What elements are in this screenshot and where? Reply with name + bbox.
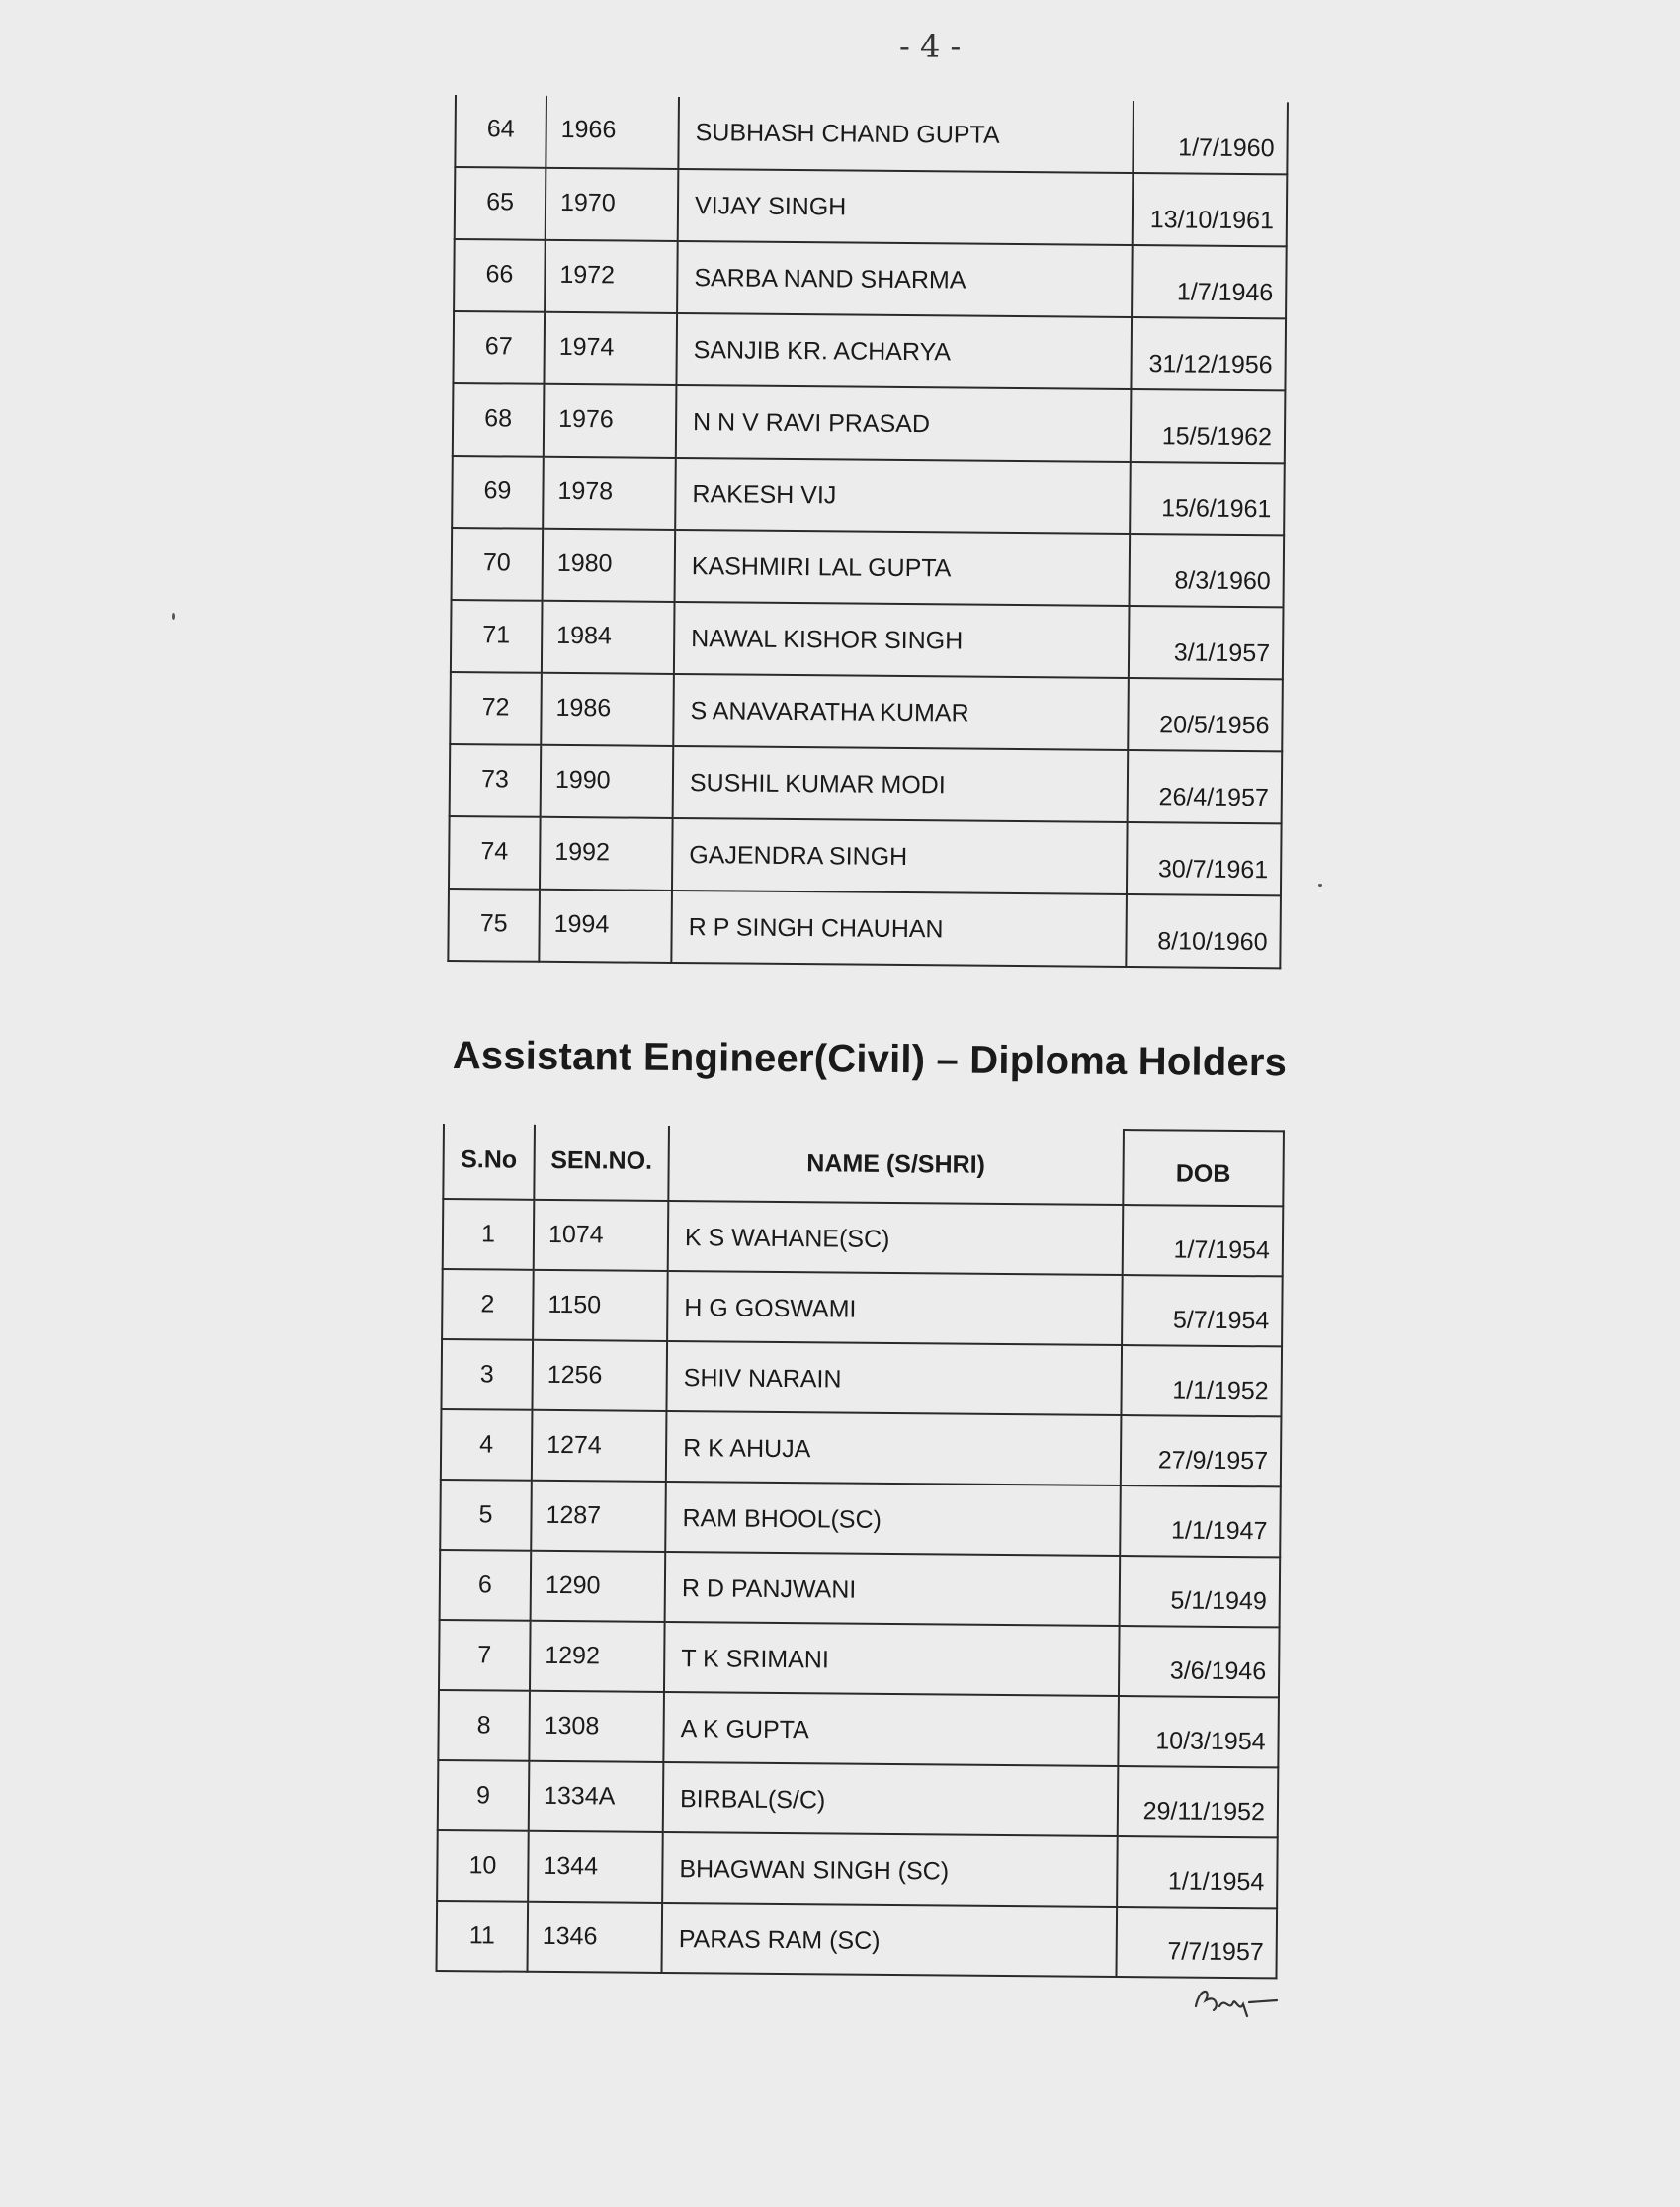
cell-dob: 15/6/1961 [1130,462,1285,535]
cell-name: VIJAY SINGH [678,169,1134,245]
cell-sno: 70 [452,528,544,601]
cell-name: SUSHIL KUMAR MODI [673,746,1129,822]
cell-sen-no: 1308 [529,1691,664,1762]
cell-dob: 1/1/1954 [1117,1836,1278,1908]
cell-dob: 7/7/1957 [1116,1907,1277,1978]
cell-sno: 72 [450,672,542,745]
cell-sen-no: 1992 [540,817,673,891]
cell-sno: 11 [437,1901,529,1972]
cell-dob: 20/5/1956 [1128,678,1283,751]
cell-sen-no: 1287 [531,1481,666,1552]
cell-dob: 5/1/1949 [1120,1556,1281,1627]
cell-sen-no: 1256 [532,1340,667,1411]
cell-dob: 5/7/1954 [1122,1275,1283,1346]
cell-sno: 6 [440,1550,532,1621]
table-row [452,456,1285,535]
cell-sen-no: 1292 [530,1621,665,1692]
cell-sen-no: 1966 [546,96,679,169]
signature-mark [1186,1977,1285,2026]
cell-sno: 2 [442,1269,534,1340]
cell-sen-no: 1976 [544,384,677,458]
cell-sno: 4 [441,1409,533,1481]
cell-name: H G GOSWAMI [667,1271,1123,1345]
cell-sno: 73 [450,744,542,817]
cell-sen-no: 1150 [533,1270,668,1341]
scan-speck [1318,884,1322,887]
cell-sno: 69 [452,456,544,529]
cell-sno: 75 [448,889,540,962]
cell-sen-no: 1972 [545,240,678,313]
cell-name: KASHMIRI LAL GUPTA [675,530,1131,606]
cell-sno: 67 [453,311,545,384]
cell-name: GAJENDRA SINGH [672,818,1128,894]
cell-sen-no: 1978 [543,457,676,530]
cell-sno: 66 [454,239,546,312]
cell-name: RAKESH VIJ [675,458,1131,534]
cell-sno: 68 [453,383,545,457]
cell-dob: 27/9/1957 [1121,1415,1282,1486]
cell-dob: 31/12/1956 [1131,317,1286,390]
cell-name: T K SRIMANI [664,1622,1120,1696]
cell-sen-no: 1970 [546,168,679,241]
diploma-holders-table [436,1123,1285,1979]
cell-name: PARAS RAM (SC) [662,1903,1118,1977]
cell-name: SUBHASH CHAND GUPTA [678,97,1134,173]
table-row [440,1480,1281,1557]
cell-sen-no: 1346 [528,1902,663,1973]
cell-name: BIRBAL(S/C) [663,1762,1119,1836]
cell-sen-no: 1290 [531,1551,666,1622]
table-row [452,528,1285,607]
cell-name: NAWAL KISHOR SINGH [674,602,1130,678]
table-row [437,1901,1278,1978]
cell-dob: 30/7/1961 [1127,822,1282,895]
table-row [450,744,1283,823]
table-header-row [443,1124,1284,1206]
cell-dob: 13/10/1961 [1133,173,1288,246]
table-row [441,1409,1282,1486]
table-row [440,1550,1281,1627]
cell-name: SARBA NAND SHARMA [677,241,1133,317]
table-row [443,1199,1284,1276]
cell-dob: 1/7/1946 [1132,245,1287,318]
cell-dob: 8/10/1960 [1126,894,1281,968]
table-row [455,95,1288,174]
page-number: - 4 - [899,28,962,65]
table-row [442,1269,1283,1346]
cell-sno: 65 [455,167,546,240]
cell-name: R D PANJWANI [665,1552,1121,1626]
cell-sen-no: 1334A [529,1761,664,1832]
cell-dob: 1/7/1960 [1133,101,1288,174]
cell-dob: 1/7/1954 [1123,1205,1284,1276]
column-header-name: NAME (S/SHRI) [668,1126,1124,1205]
table-row [437,1830,1278,1908]
cell-name: BHAGWAN SINGH (SC) [662,1832,1118,1907]
cell-name: N N V RAVI PRASAD [676,385,1132,462]
cell-sen-no: 1980 [543,529,676,602]
cell-sno: 9 [438,1760,530,1831]
cell-name: RAM BHOOL(SC) [665,1482,1121,1556]
table-row [438,1690,1279,1767]
table-row [451,600,1284,679]
cell-dob: 3/1/1957 [1129,606,1284,679]
column-header-dob: DOB [1123,1130,1284,1206]
table-row [448,889,1281,968]
table-row [454,239,1287,318]
scan-speck [172,613,175,620]
cell-dob: 10/3/1954 [1118,1696,1279,1767]
cell-name: K S WAHANE(SC) [668,1201,1124,1275]
cell-sen-no: 1274 [532,1410,667,1482]
table-row [453,383,1286,463]
cell-sno: 71 [451,600,543,673]
table-row [450,672,1283,751]
cell-name: S ANAVARATHA KUMAR [673,674,1129,750]
cell-sno: 7 [439,1620,531,1691]
section-heading: Assistant Engineer(Civil) – Diploma Holders [452,1034,1288,1085]
cell-sen-no: 1984 [542,601,675,674]
cell-sno: 64 [455,95,546,168]
cell-sen-no: 1990 [541,745,674,818]
table-row [449,816,1282,895]
cell-name: R K AHUJA [666,1411,1122,1485]
cell-sno: 10 [437,1830,529,1902]
cell-name: R P SINGH CHAUHAN [671,891,1127,967]
cell-sen-no: 1344 [528,1831,663,1903]
cell-dob: 29/11/1952 [1118,1766,1279,1837]
column-header-sno: S.No [443,1124,535,1200]
cell-sno: 5 [440,1480,532,1551]
cell-sno: 74 [449,816,541,890]
cell-sno: 1 [443,1199,535,1270]
cell-name: A K GUPTA [663,1692,1119,1766]
cell-sen-no: 1994 [539,890,672,963]
cell-dob: 15/5/1962 [1131,389,1286,463]
cell-sen-no: 1986 [541,673,674,746]
seniority-table-continued [447,95,1289,969]
cell-dob: 1/1/1947 [1120,1485,1281,1557]
cell-name: SHIV NARAIN [666,1341,1122,1415]
table-row [455,167,1288,246]
cell-dob: 1/1/1952 [1121,1345,1282,1416]
cell-sen-no: 1974 [544,312,677,385]
table-row [453,311,1286,390]
cell-sno: 8 [438,1690,530,1761]
cell-name: SANJIB KR. ACHARYA [676,313,1132,389]
cell-sen-no: 1074 [534,1200,669,1271]
table-row [441,1339,1282,1416]
table-row [438,1760,1279,1837]
cell-sno: 3 [441,1339,533,1410]
table-row [439,1620,1280,1697]
cell-dob: 26/4/1957 [1128,750,1283,823]
cell-dob: 3/6/1946 [1119,1626,1280,1697]
cell-dob: 8/3/1960 [1130,534,1285,607]
column-header-sen-no: SEN.NO. [534,1125,669,1201]
